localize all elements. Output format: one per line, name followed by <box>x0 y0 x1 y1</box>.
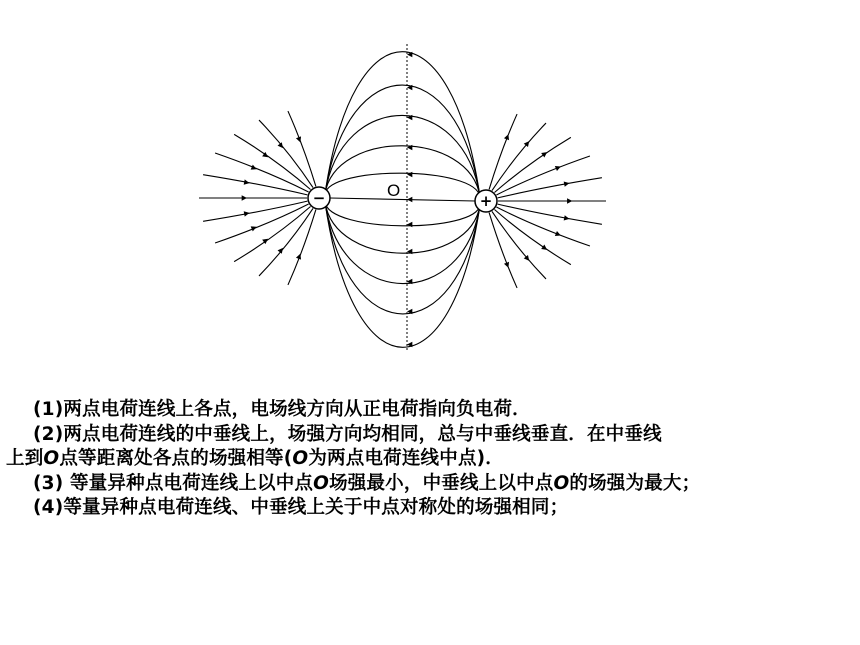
negative-outer-line-11 <box>288 111 316 186</box>
positive-outer-line-4 <box>496 156 590 195</box>
connecting-field-line-down-2 <box>325 202 480 253</box>
note-2-continued <box>6 447 856 472</box>
negative-charge-symbol: − <box>312 189 326 207</box>
negative-outer-arrow-4 <box>251 226 257 231</box>
connecting-field-arrow-down-1 <box>407 222 412 227</box>
positive-outer-line-7 <box>498 204 602 224</box>
positive-outer-line-11 <box>489 213 517 288</box>
note-2-cont-o2: O <box>292 448 309 469</box>
positive-charge-symbol: + <box>479 192 493 210</box>
connecting-field-arrow-up-1 <box>407 172 412 177</box>
note-2-cont-a: 上到 <box>6 448 44 469</box>
note-2-cont-b: 点等距离处各点的场强相等( <box>59 448 293 469</box>
note-2-cont-o: O <box>43 448 60 469</box>
note-1 <box>6 398 856 423</box>
positive-outer-arrow-6 <box>567 198 572 203</box>
connecting-field-line-up-3 <box>325 115 480 197</box>
connecting-field-line-up-1 <box>325 173 480 197</box>
negative-outer-arrow-8 <box>251 165 257 170</box>
positive-outer-arrow-9 <box>541 245 547 250</box>
positive-outer-line-9 <box>494 209 570 264</box>
note-2 <box>6 423 856 448</box>
negative-outer-line-8 <box>215 153 309 192</box>
negative-outer-line-1 <box>288 210 316 285</box>
negative-outer-arrow-6 <box>242 195 247 200</box>
note-1-text: (1)两点电荷连线上各点，电场线方向从正电荷指向负电荷． <box>33 399 531 420</box>
connecting-field-line-up-2 <box>325 146 480 197</box>
negative-outer-line-4 <box>215 204 309 243</box>
note-4 <box>6 496 856 521</box>
field-lines <box>199 52 606 348</box>
note-3 <box>6 472 856 497</box>
connecting-field-line-down-1 <box>325 202 480 226</box>
negative-charge <box>308 187 330 209</box>
note-2-cont-c: 为两点电荷连线中点)． <box>308 448 504 469</box>
positive-outer-line-5 <box>498 178 602 198</box>
note-2-text: (2)两点电荷连线的中垂线上，场强方向均相同，总与中垂线垂直．在中垂线 <box>33 423 662 445</box>
connecting-field-line-down-3 <box>325 202 480 284</box>
center-point-label: O <box>387 181 401 200</box>
notes-text <box>6 398 856 521</box>
positive-outer-line-8 <box>496 207 590 246</box>
axis-field-line <box>330 198 475 201</box>
negative-outer-line-7 <box>203 175 307 195</box>
positive-outer-arrow-7 <box>564 215 570 220</box>
positive-outer-line-3 <box>494 137 570 192</box>
positive-outer-line-1 <box>489 114 517 189</box>
note-4-text: (4)等量异种点电荷连线、中垂线上关于中点对称处的场强相同； <box>33 497 569 518</box>
negative-outer-line-5 <box>203 201 307 221</box>
note-3-a: (3) 等量异种点电荷连线上以中点 <box>33 472 314 494</box>
positive-outer-arrow-3 <box>541 152 547 157</box>
positive-charge <box>475 190 497 212</box>
note-3-o2: O <box>553 472 570 494</box>
axis-field-arrow <box>407 197 412 202</box>
note-3-o: O <box>313 472 330 494</box>
note-3-c: 的场强为最大； <box>569 472 701 494</box>
positive-outer-arrow-5 <box>564 181 570 186</box>
note-3-b: 场强最小，中垂线上以中点 <box>329 472 554 494</box>
